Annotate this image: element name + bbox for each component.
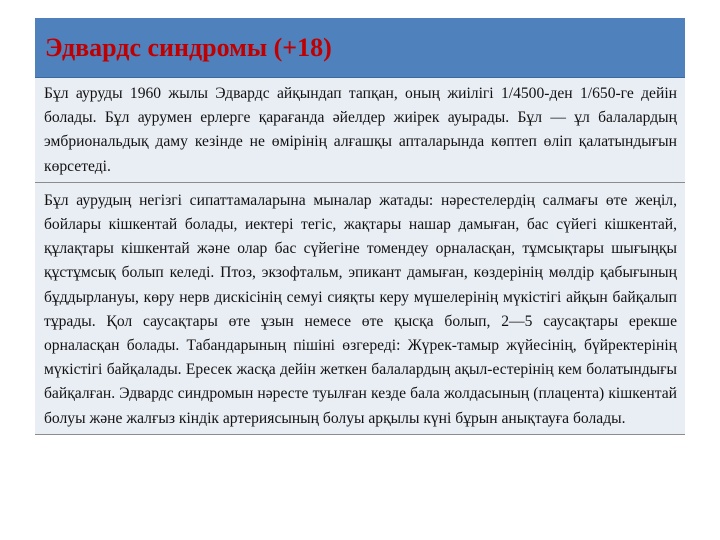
paragraph-symptoms: Бұл аурудың негізгі сипаттамаларына мыналар жатады: нәрестелердің салмағы өте жеңіл, бойлары кішкентай болады, иектері тегіс, жақтары нашар дамыған, бас сүйегі кішкентай, құлақтары кішкентай және олар бас сүйегіне томендеу орналасқан, тұмсықтары шығыңқы құстұмсық болып келеді. Птоз, экзофтальм, эпикант дамыған, көздерінің мөлдір қабығының бұддырлануы, көру нерв дискісінің семуі сияқты керу мүшелерінің мүкістігі айқын байқалып тұрады. Қол саусақтары өте ұзын немесе өте қысқа болып, 2—5 саусақтары ерекше орналасқан болады. Табандарының пішіні өзгереді: Жүрек-тамыр жүйесінің, бүйректерінің мүкістігі байқалады. Ересек жасқа дейін жеткен балалардың ақыл-естерінің кем болатындығы байқалған. Эдвардс синдромын нәресте туылған кезде бала жолдасының (плацента) кішкентай болуы және жалғыз кіндік артериясының болуы арқылы күні бұрын анықтауға болады. [35,183,685,435]
slide-title [35,18,685,78]
slide-title-text: Эдвардс синдромы (+18) [45,32,332,62]
paragraph-history: Бұл ауруды 1960 жылы Эдвардс айқындап тапқан, оның жиілігі 1/4500-ден 1/650-ге дейін болады. Бұл аурумен ерлерге қарағанда әйелдер жиірек ауырады. Бұл — ұл балалардың эмбриональдық даму кезінде не өмірінің алғашқы апталарында көптеп өліп қалатындығын көрсетеді. [35,78,685,183]
slide-content-table [35,18,685,435]
